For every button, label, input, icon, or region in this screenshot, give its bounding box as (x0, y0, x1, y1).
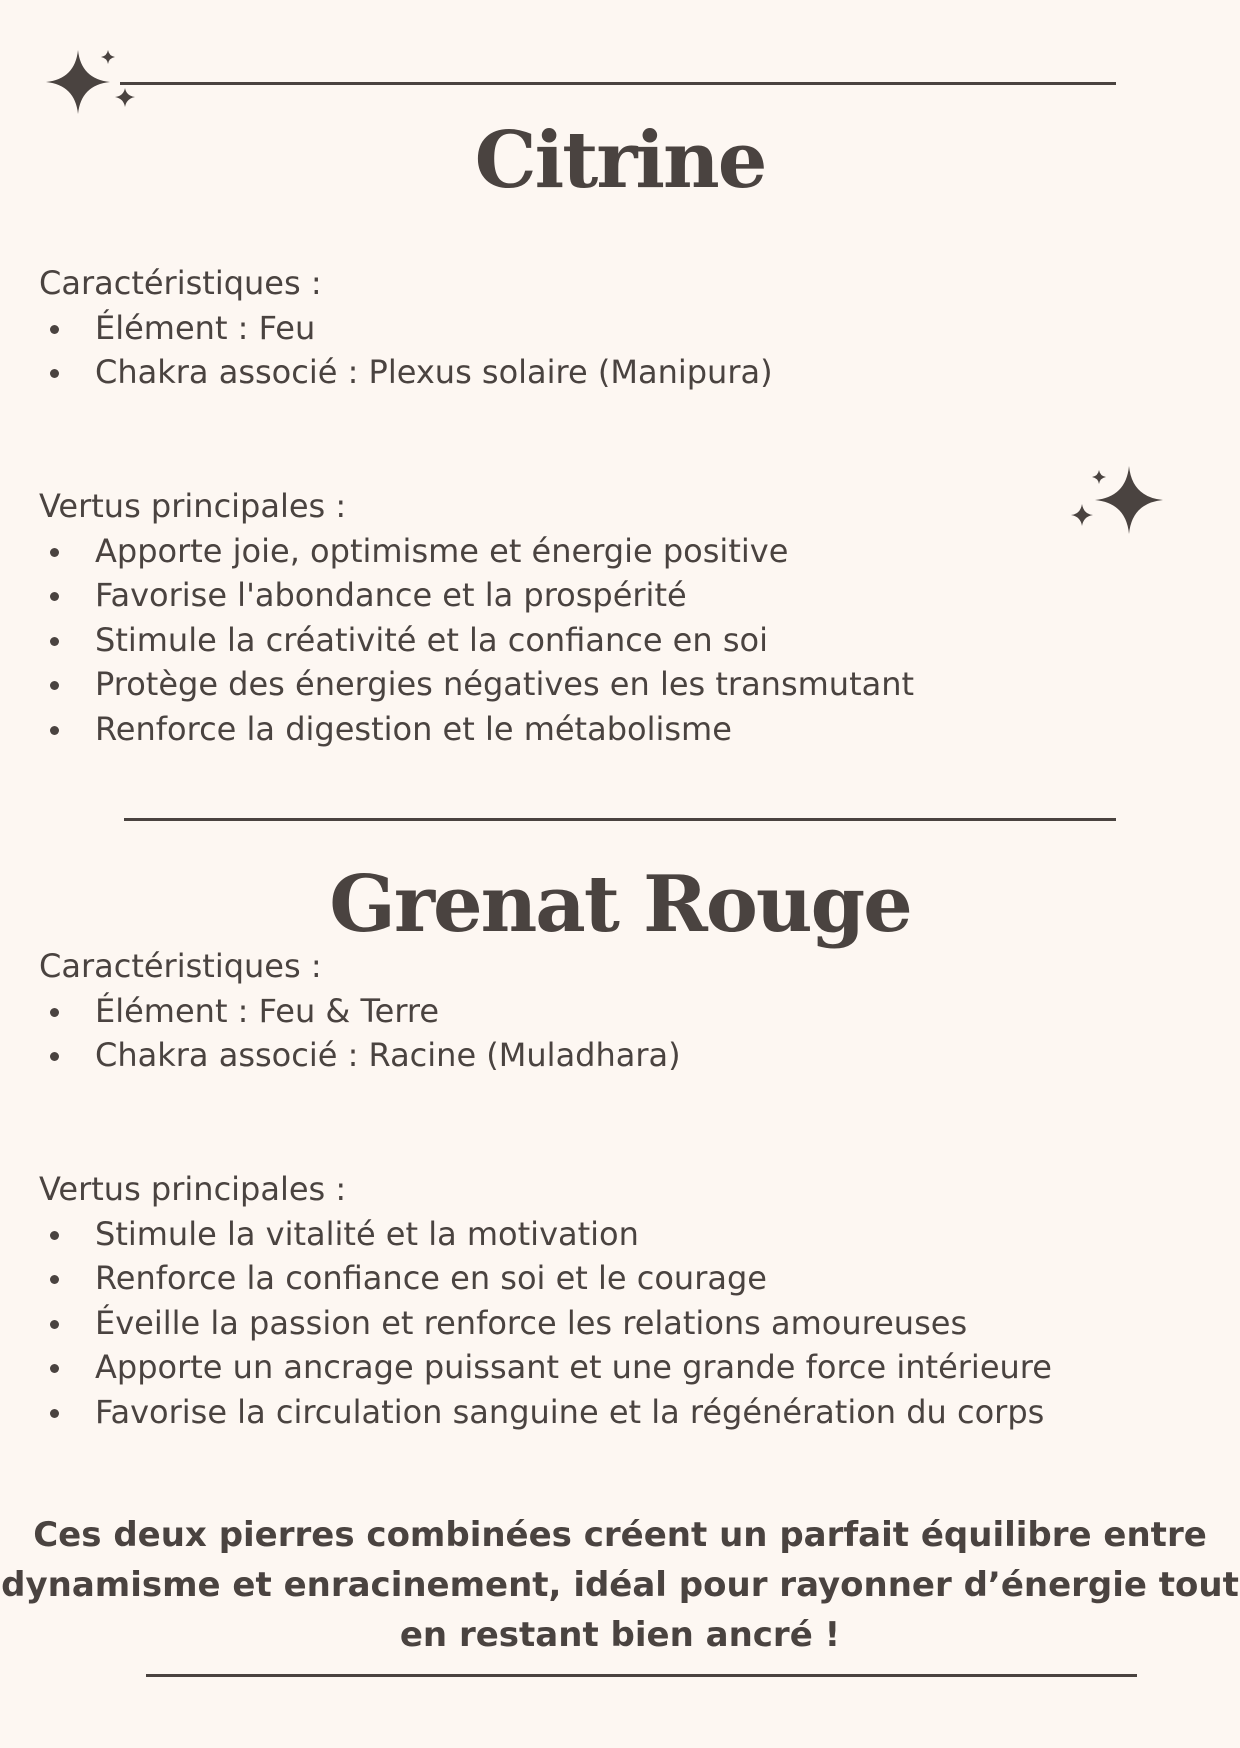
list-item: Stimule la créativité et la confiance en soi (39, 618, 914, 663)
conclusion-line: dynamisme et enracinement, idéal pour rayonner d’énergie tout (1, 1565, 1239, 1605)
middle-divider (124, 818, 1116, 821)
list-item: Protège des énergies négatives en les transmutant (39, 662, 914, 707)
virtues-list (39, 529, 914, 752)
top-divider (120, 82, 1116, 85)
sparkle-icon (1065, 462, 1169, 542)
list-item: Éveille la passion et renforce les relations amoureuses (39, 1301, 1052, 1346)
list-item: Chakra associé : Plexus solaire (Manipura) (39, 350, 773, 395)
list-item: Apporte joie, optimisme et énergie positive (39, 529, 914, 574)
list-item: Stimule la vitalité et la motivation (39, 1212, 1052, 1257)
grenat-virtues (39, 1167, 1052, 1434)
characteristics-list (39, 306, 773, 395)
list-item: Renforce la confiance en soi et le courage (39, 1256, 1052, 1301)
virtues-heading: Vertus principales : (39, 1170, 347, 1208)
section-title-citrine: Citrine (474, 115, 766, 206)
conclusion-text (0, 1510, 1240, 1660)
virtues-list (39, 1212, 1052, 1435)
list-item: Favorise l'abondance et la prospérité (39, 573, 914, 618)
conclusion-line: Ces deux pierres combinées créent un parfait équilibre entre (33, 1515, 1207, 1555)
list-item: Chakra associé : Racine (Muladhara) (39, 1033, 681, 1078)
grenat-characteristics (39, 944, 681, 1078)
characteristics-heading: Caractéristiques : (39, 947, 322, 985)
characteristics-list (39, 989, 681, 1078)
bottom-divider (146, 1674, 1137, 1677)
list-item: Apporte un ancrage puissant et une grande force intérieure (39, 1345, 1052, 1390)
citrine-virtues (39, 484, 914, 751)
virtues-heading: Vertus principales : (39, 487, 347, 525)
list-item: Renforce la digestion et le métabolisme (39, 707, 914, 752)
list-item: Favorise la circulation sanguine et la régénération du corps (39, 1390, 1052, 1435)
characteristics-heading: Caractéristiques : (39, 264, 322, 302)
section-title-grenat-rouge: Grenat Rouge (329, 859, 911, 950)
list-item: Élément : Feu (39, 306, 773, 351)
citrine-characteristics (39, 261, 773, 395)
list-item: Élément : Feu & Terre (39, 989, 681, 1034)
conclusion-line: en restant bien ancré ! (399, 1615, 841, 1655)
